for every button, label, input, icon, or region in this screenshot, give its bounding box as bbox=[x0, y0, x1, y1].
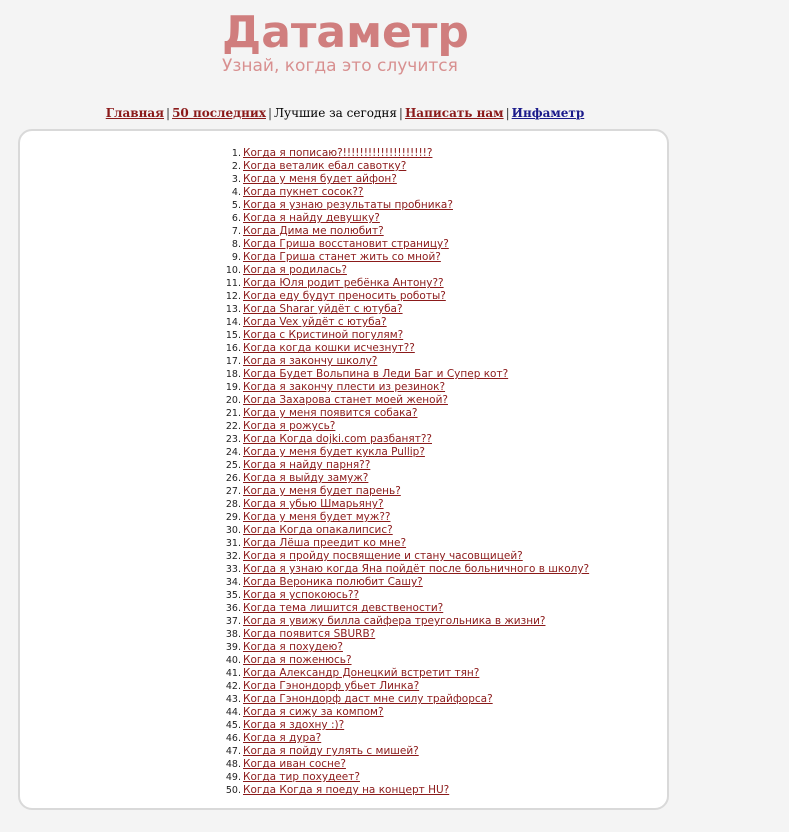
list-item-number: 34. bbox=[225, 577, 241, 588]
list-item-number: 23. bbox=[225, 434, 241, 445]
list-item bbox=[210, 537, 589, 550]
list-item-number: 30. bbox=[225, 525, 241, 536]
list-item-number: 47. bbox=[225, 746, 241, 757]
question-link[interactable]: Когда еду будут преносить роботы? bbox=[243, 290, 446, 302]
list-item-number: 7. bbox=[231, 226, 241, 237]
question-link[interactable]: Когда Когда я поеду на концерт HU? bbox=[243, 784, 450, 796]
question-link[interactable]: Когда я успокоюсь?? bbox=[243, 589, 360, 601]
list-item bbox=[210, 420, 589, 433]
list-item-number: 42. bbox=[225, 681, 241, 692]
list-item bbox=[210, 355, 589, 368]
list-item-number: 36. bbox=[225, 603, 241, 614]
question-link[interactable]: Когда Дима ме полюбит? bbox=[243, 225, 384, 237]
list-item bbox=[210, 342, 589, 355]
list-item-number: 26. bbox=[225, 473, 241, 484]
nav-infameter-link[interactable]: Инфаметр bbox=[511, 106, 585, 120]
list-item bbox=[210, 706, 589, 719]
list-item-number: 5. bbox=[231, 200, 241, 211]
question-link[interactable]: Когда Лёша преедит ко мне? bbox=[243, 537, 407, 549]
list-item-number: 40. bbox=[225, 655, 241, 666]
list-item-number: 2. bbox=[231, 161, 241, 172]
list-item-number: 50. bbox=[225, 785, 241, 796]
question-link[interactable]: Когда у меня будет муж?? bbox=[243, 511, 391, 523]
list-item-number: 16. bbox=[225, 343, 241, 354]
question-link[interactable]: Когда Гэнондорф даст мне силу трайфорса? bbox=[243, 693, 493, 705]
question-link[interactable]: Когда Захарова станет моей женой? bbox=[243, 394, 448, 406]
list-item-number: 45. bbox=[225, 720, 241, 731]
list-item bbox=[210, 771, 589, 784]
logo-title: Датаметр bbox=[222, 7, 469, 58]
list-item-number: 6. bbox=[231, 213, 241, 224]
list-item bbox=[210, 199, 589, 212]
list-item-number: 31. bbox=[225, 538, 241, 549]
list-item bbox=[210, 563, 589, 576]
question-link[interactable]: Когда я найду парня?? bbox=[243, 459, 371, 471]
list-item-number: 27. bbox=[225, 486, 241, 497]
question-link[interactable]: Когда Гриша восстановит страницу? bbox=[243, 238, 449, 250]
site-logo[interactable] bbox=[222, 6, 482, 76]
list-item bbox=[210, 316, 589, 329]
nav-last-50-link[interactable]: 50 последних bbox=[172, 106, 266, 120]
question-link[interactable]: Когда Гэнондорф убьет Линка? bbox=[243, 680, 420, 692]
list-item bbox=[210, 654, 589, 667]
question-link[interactable]: Когда Sharar уйдёт с ютуба? bbox=[243, 303, 403, 315]
list-item bbox=[210, 368, 589, 381]
list-item bbox=[210, 303, 589, 316]
question-link[interactable]: Когда я закончу плести из резинок? bbox=[243, 381, 446, 393]
list-item-number: 39. bbox=[225, 642, 241, 653]
list-item-number: 4. bbox=[231, 187, 241, 198]
question-link[interactable]: Когда у меня будет парень? bbox=[243, 485, 401, 497]
list-item bbox=[210, 433, 589, 446]
list-item bbox=[210, 238, 589, 251]
questions-list bbox=[210, 147, 589, 797]
nav-home-link[interactable]: Главная bbox=[105, 106, 165, 120]
question-link[interactable]: Когда я дура? bbox=[243, 732, 322, 744]
list-item-number: 3. bbox=[231, 174, 241, 185]
list-item-number: 20. bbox=[225, 395, 241, 406]
question-link[interactable]: Когда веталик ебал савотку? bbox=[243, 160, 407, 172]
list-item-number: 10. bbox=[225, 265, 241, 276]
list-item bbox=[210, 524, 589, 537]
question-link[interactable]: Когда с Кристиной погулям? bbox=[243, 329, 404, 341]
list-item-number: 1. bbox=[231, 148, 241, 159]
question-link[interactable]: Когда я закончу школу? bbox=[243, 355, 378, 367]
question-link[interactable]: Когда когда кошки исчезнут?? bbox=[243, 342, 415, 354]
list-item-number: 41. bbox=[225, 668, 241, 679]
list-item bbox=[210, 550, 589, 563]
list-item bbox=[210, 407, 589, 420]
list-item bbox=[210, 680, 589, 693]
list-item bbox=[210, 498, 589, 511]
list-item bbox=[210, 693, 589, 706]
list-item-number: 8. bbox=[231, 239, 241, 250]
list-item bbox=[210, 784, 589, 797]
question-link[interactable]: Когда я убью Шмарьяну? bbox=[243, 498, 384, 510]
list-item bbox=[210, 160, 589, 173]
list-item-number: 37. bbox=[225, 616, 241, 627]
question-link[interactable]: Когда я пройду посвящение и стану часовщицей? bbox=[243, 550, 523, 562]
list-item bbox=[210, 381, 589, 394]
list-item bbox=[210, 628, 589, 641]
list-item bbox=[210, 290, 589, 303]
list-item bbox=[210, 667, 589, 680]
question-link[interactable]: Когда иван сосне? bbox=[243, 758, 346, 770]
list-item bbox=[210, 511, 589, 524]
question-link[interactable]: Когда пукнет сосок?? bbox=[243, 186, 364, 198]
question-link[interactable]: Когда у меня будет кукла Pullip? bbox=[243, 446, 425, 458]
question-link[interactable]: Когда Вероника полюбит Сашу? bbox=[243, 576, 423, 588]
list-item bbox=[210, 459, 589, 472]
list-item bbox=[210, 251, 589, 264]
questions-panel bbox=[18, 129, 669, 810]
list-item-number: 49. bbox=[225, 772, 241, 783]
list-item-number: 12. bbox=[225, 291, 241, 302]
list-item bbox=[210, 719, 589, 732]
list-item-number: 33. bbox=[225, 564, 241, 575]
list-item-number: 13. bbox=[225, 304, 241, 315]
list-item bbox=[210, 732, 589, 745]
nav-separator: | bbox=[166, 106, 171, 120]
list-item-number: 32. bbox=[225, 551, 241, 562]
question-link[interactable]: Когда Vex уйдёт с ютуба? bbox=[243, 316, 387, 328]
list-item bbox=[210, 394, 589, 407]
list-item-number: 46. bbox=[225, 733, 241, 744]
list-item bbox=[210, 173, 589, 186]
question-link[interactable]: Когда я здохну :)? bbox=[243, 719, 345, 731]
list-item bbox=[210, 225, 589, 238]
nav-separator: | bbox=[267, 106, 273, 120]
list-item bbox=[210, 589, 589, 602]
list-item-number: 25. bbox=[225, 460, 241, 471]
question-link[interactable]: Когда тема лишится девствености? bbox=[243, 602, 444, 614]
question-link[interactable]: Когда появится SBURB? bbox=[243, 628, 376, 640]
question-link[interactable]: Когда я пойду гулять с мишей? bbox=[243, 745, 419, 757]
nav-separator: | bbox=[505, 106, 510, 120]
list-item bbox=[210, 485, 589, 498]
list-item-number: 11. bbox=[225, 278, 241, 289]
question-link[interactable]: Когда Будет Вольпина в Леди Баг и Супер кот? bbox=[243, 368, 509, 380]
question-link[interactable]: Когда я рожусь? bbox=[243, 420, 336, 432]
question-link[interactable]: Когда Когда dojki.com разбанят?? bbox=[243, 433, 432, 445]
list-item-number: 9. bbox=[231, 252, 241, 263]
question-link[interactable]: Когда я сижу за компом? bbox=[243, 706, 384, 718]
question-link[interactable]: Когда у меня будет айфон? bbox=[243, 173, 397, 185]
list-item bbox=[210, 147, 589, 160]
list-item bbox=[210, 212, 589, 225]
question-link[interactable]: Когда я поженюсь? bbox=[243, 654, 352, 666]
list-item bbox=[210, 745, 589, 758]
list-item-number: 44. bbox=[225, 707, 241, 718]
list-item bbox=[210, 329, 589, 342]
nav-best-today-current: Лучшие за сегодня bbox=[274, 106, 397, 120]
list-item-number: 28. bbox=[225, 499, 241, 510]
list-item bbox=[210, 615, 589, 628]
list-item bbox=[210, 576, 589, 589]
nav-contact-link[interactable]: Написать нам bbox=[404, 106, 504, 120]
list-item bbox=[210, 472, 589, 485]
list-item-number: 22. bbox=[225, 421, 241, 432]
question-link[interactable]: Когда Когда опакалипсис? bbox=[243, 524, 393, 536]
question-link[interactable]: Когда у меня появится собака? bbox=[243, 407, 418, 419]
question-link[interactable]: Когда я пописаю?!!!!!!!!!!!!!!!!!!!!? bbox=[243, 147, 433, 159]
list-item bbox=[210, 186, 589, 199]
list-item-number: 48. bbox=[225, 759, 241, 770]
list-item-number: 43. bbox=[225, 694, 241, 705]
list-item bbox=[210, 446, 589, 459]
list-item-number: 38. bbox=[225, 629, 241, 640]
list-item bbox=[210, 264, 589, 277]
list-item bbox=[210, 758, 589, 771]
question-link[interactable]: Когда я выйду замуж? bbox=[243, 472, 369, 484]
question-link[interactable]: Когда я родилась? bbox=[243, 264, 347, 276]
top-nav bbox=[0, 104, 690, 122]
question-link[interactable]: Когда тир похудеет? bbox=[243, 771, 360, 783]
list-item bbox=[210, 602, 589, 615]
list-item-number: 24. bbox=[225, 447, 241, 458]
question-link[interactable]: Когда я узнаю когда Яна пойдёт после больничного в школу? bbox=[243, 563, 590, 575]
logo-subtitle: Узнай, когда это случится bbox=[222, 56, 458, 76]
list-item-number: 15. bbox=[225, 330, 241, 341]
list-item bbox=[210, 641, 589, 654]
list-item-number: 14. bbox=[225, 317, 241, 328]
nav-separator: | bbox=[398, 106, 403, 120]
question-link[interactable]: Когда я увижу билла сайфера треугольника в жизни? bbox=[243, 615, 546, 627]
question-link[interactable]: Когда Александр Донецкий встретит тян? bbox=[243, 667, 480, 679]
list-item-number: 21. bbox=[225, 408, 241, 419]
list-item-number: 17. bbox=[225, 356, 241, 367]
question-link[interactable]: Когда я похудею? bbox=[243, 641, 343, 653]
list-item-number: 19. bbox=[225, 382, 241, 393]
list-item bbox=[210, 277, 589, 290]
question-link[interactable]: Когда я узнаю результаты пробника? bbox=[243, 199, 453, 211]
question-link[interactable]: Когда я найду девушку? bbox=[243, 212, 380, 224]
question-link[interactable]: Когда Гриша станет жить со мной? bbox=[243, 251, 441, 263]
list-item-number: 18. bbox=[225, 369, 241, 380]
list-item-number: 35. bbox=[225, 590, 241, 601]
list-item-number: 29. bbox=[225, 512, 241, 523]
question-link[interactable]: Когда Юля родит ребёнка Антону?? bbox=[243, 277, 444, 289]
